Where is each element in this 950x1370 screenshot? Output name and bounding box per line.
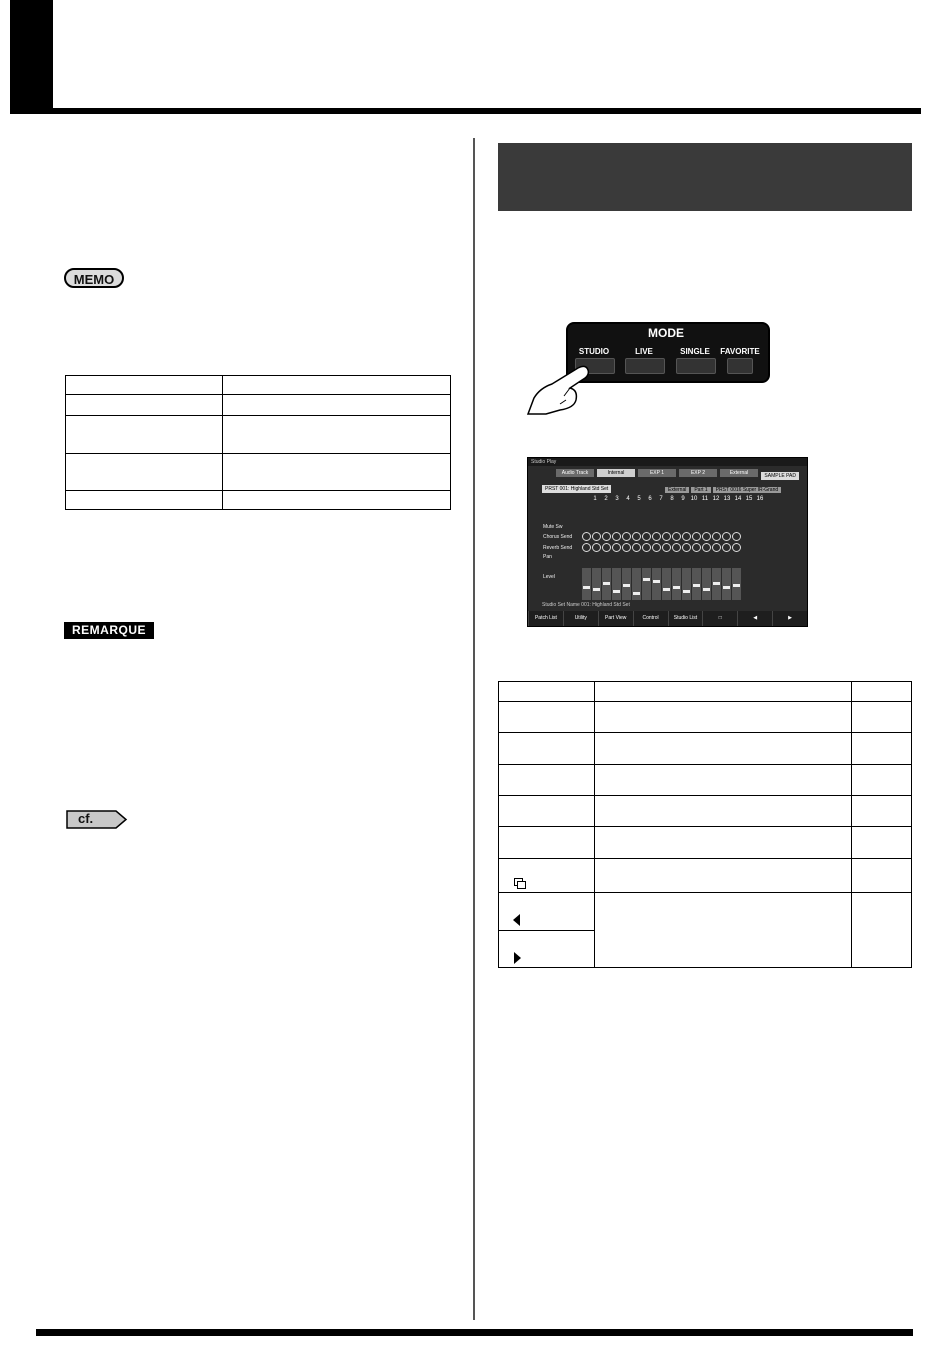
part-number[interactable]: 7 [659,496,663,502]
table-cell [852,859,912,893]
chapter-tab [10,0,53,113]
part-number[interactable]: 16 [756,496,764,502]
level-fader[interactable] [722,568,731,600]
part-number[interactable]: 6 [648,496,652,502]
send-knob[interactable] [622,543,631,552]
fkey-left[interactable]: ◀ [737,611,772,626]
table-cell [499,733,595,765]
remarque-badge: REMARQUE [64,622,154,639]
fkey-control[interactable]: Control [633,611,668,626]
single-button[interactable] [676,358,716,374]
send-knob[interactable] [722,532,731,541]
table-cell [66,454,223,491]
fkey-window[interactable]: □ [702,611,737,626]
send-knob[interactable] [692,532,701,541]
table-cell [223,454,451,491]
send-knob[interactable] [592,532,601,541]
table-cell [595,765,852,796]
table-cell [66,491,223,510]
send-knob[interactable] [712,543,721,552]
table-cell [66,376,223,395]
row-label-mute: Mute Sw [543,524,563,530]
table-cell [595,733,852,765]
part-number[interactable]: 11 [701,496,709,502]
send-knob[interactable] [732,543,741,552]
pointing-hand-icon [526,360,606,416]
fader-handle[interactable] [593,588,600,591]
table-cell [852,733,912,765]
column-divider [473,138,475,1320]
mode-label-single: SINGLE [680,347,710,356]
fader-handle[interactable] [603,582,610,585]
row-label-chorus: Chorus Send [543,534,573,540]
send-knob[interactable] [712,532,721,541]
fader-handle[interactable] [633,592,640,595]
fader-handle[interactable] [643,578,650,581]
favorite-button[interactable] [727,358,753,374]
table-cell [223,395,451,416]
fader-handle[interactable] [683,590,690,593]
cf-arrow-icon [66,810,128,829]
patch-name[interactable]: PRST 001: Highland Std Set [542,485,611,493]
level-fader[interactable] [642,568,651,600]
table-cell [66,416,223,454]
fader-handle[interactable] [693,584,700,587]
external-info [665,487,781,493]
table-cell [223,376,451,395]
send-knob[interactable] [582,532,591,541]
screen-status: Studio Set Name 001: Highland Std Set [542,602,630,608]
row-label-pan: Pan [543,554,552,560]
table-cell [499,796,595,827]
part-number[interactable]: 3 [615,496,619,502]
fader-handle[interactable] [583,586,590,589]
fader-handle[interactable] [613,590,620,593]
fader-handle[interactable] [703,588,710,591]
send-knob[interactable] [642,532,651,541]
level-fader[interactable] [732,568,741,600]
table-cell [595,796,852,827]
table-cell [499,682,595,702]
footer-rule [36,1329,913,1336]
part-number[interactable]: 10 [690,496,698,502]
table-cell [852,796,912,827]
fader-handle[interactable] [653,580,660,583]
right-arrow-icon [514,952,521,964]
fader-handle[interactable] [723,586,730,589]
level-fader[interactable] [622,568,631,600]
send-knob[interactable] [702,532,711,541]
send-knob[interactable] [682,543,691,552]
level-fader[interactable] [652,568,661,600]
send-knob[interactable] [582,543,591,552]
fkey-studio-list[interactable]: Studio List [668,611,703,626]
chorus-knobs [582,532,741,541]
left-arrow-icon [513,914,520,926]
tab-exp1[interactable]: EXP 1 [638,469,676,477]
screen-title: Studio Play [528,458,808,466]
level-fader[interactable] [602,568,611,600]
send-knob[interactable] [612,543,621,552]
table-cell [223,491,451,510]
sample-pad-button[interactable]: SAMPLE PAD [761,472,799,480]
table-cell [499,859,595,893]
send-knob[interactable] [672,532,681,541]
table-cell [223,416,451,454]
tab-audio-track[interactable]: Audio Track [556,469,594,477]
level-faders [582,568,741,600]
level-fader[interactable] [712,568,721,600]
table-cell [499,827,595,859]
send-knob[interactable] [622,532,631,541]
part-number[interactable]: 15 [745,496,753,502]
function-keys [528,611,807,626]
send-knob[interactable] [702,543,711,552]
send-knob[interactable] [642,543,651,552]
send-knob[interactable] [592,543,601,552]
send-knob[interactable] [612,532,621,541]
level-fader[interactable] [582,568,591,600]
table-cell [595,702,852,733]
level-fader[interactable] [682,568,691,600]
part-number[interactable]: 5 [637,496,641,502]
level-fader[interactable] [672,568,681,600]
table-cell [595,682,852,702]
left-table [65,375,451,510]
table-cell [595,827,852,859]
external-patch: PRST 0016 Super IR-Grand [713,487,781,493]
table-cell [852,765,912,796]
send-knob[interactable] [632,532,641,541]
part-number[interactable]: 13 [723,496,731,502]
table-cell [499,931,595,968]
send-knob[interactable] [692,543,701,552]
cf-badge [66,810,128,829]
send-knob[interactable] [602,532,611,541]
level-fader[interactable] [592,568,601,600]
level-fader[interactable] [702,568,711,600]
send-knob[interactable] [722,543,731,552]
mode-label-live: LIVE [635,347,653,356]
level-fader[interactable] [692,568,701,600]
send-knob[interactable] [602,543,611,552]
table-cell [852,702,912,733]
external-label: External [665,487,689,493]
table-cell [66,395,223,416]
fader-handle[interactable] [673,586,680,589]
tab-internal[interactable]: Internal [597,469,635,477]
right-table [498,681,912,968]
fader-handle[interactable] [733,584,740,587]
fkey-right[interactable]: ▶ [772,611,807,626]
row-label-reverb: Reverb Send [543,545,573,551]
external-part: Part 1 [691,487,710,493]
part-number[interactable]: 2 [604,496,608,502]
level-fader[interactable] [612,568,621,600]
send-knob[interactable] [682,532,691,541]
section-heading-bar [498,143,912,211]
part-number[interactable]: 12 [712,496,720,502]
mode-label-studio: STUDIO [578,347,610,356]
reverb-knobs [582,543,741,552]
screen-tabs [556,469,758,477]
table-cell [595,893,852,968]
memo-badge: MEMO [64,268,124,288]
table-cell [595,859,852,893]
row-label-level: Level [543,574,555,580]
table-cell [499,765,595,796]
table-cell [852,827,912,859]
table-cell [499,702,595,733]
fader-handle[interactable] [623,584,630,587]
part-numbers [590,496,765,502]
live-button[interactable] [625,358,665,374]
send-knob[interactable] [662,543,671,552]
fader-handle[interactable] [713,582,720,585]
fkey-patch-list[interactable]: Patch List [528,611,563,626]
fader-handle[interactable] [663,588,670,591]
tab-exp2[interactable]: EXP 2 [679,469,717,477]
part-number[interactable]: 4 [626,496,630,502]
send-knob[interactable] [732,532,741,541]
send-knob[interactable] [662,532,671,541]
part-number[interactable]: 1 [593,496,597,502]
mode-title: MODE [648,326,684,340]
part-number[interactable]: 14 [734,496,742,502]
send-knob[interactable] [652,532,661,541]
window-icon-front [517,881,526,889]
send-knob[interactable] [632,543,641,552]
table-cell [852,682,912,702]
header-rule-thin [10,113,921,114]
send-knob[interactable] [672,543,681,552]
studio-play-screen [527,457,808,627]
send-knob[interactable] [652,543,661,552]
part-number[interactable]: 8 [670,496,674,502]
mode-label-favorite: FAVORITE [720,347,760,356]
tab-external[interactable]: External [720,469,758,477]
level-fader[interactable] [632,568,641,600]
table-cell [852,893,912,968]
fkey-part-view[interactable]: Part View [598,611,633,626]
level-fader[interactable] [662,568,671,600]
fkey-utility[interactable]: Utility [563,611,598,626]
part-number[interactable]: 9 [681,496,685,502]
cf-label: cf. [78,811,94,826]
